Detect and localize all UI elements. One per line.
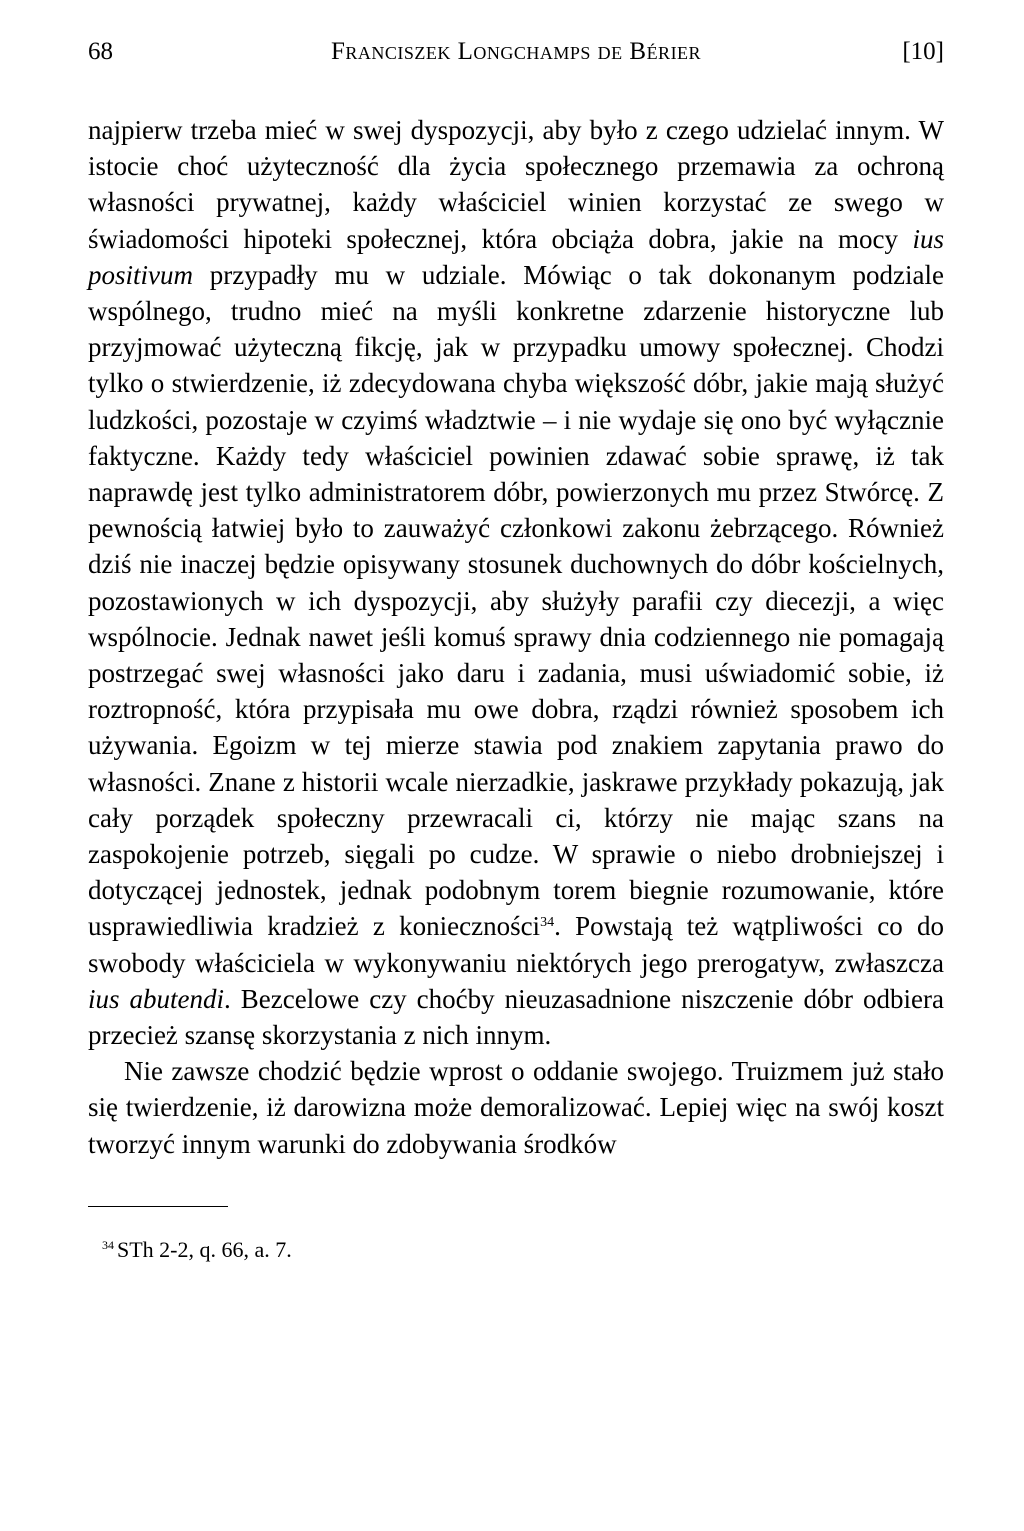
footnote-text: STh 2-2, q. 66, a. 7. xyxy=(117,1236,292,1262)
page-number: 68 xyxy=(88,38,113,65)
running-head xyxy=(88,34,944,70)
footnote-reference[interactable]: 34 xyxy=(540,915,555,931)
body-text xyxy=(88,112,944,1162)
paragraph-1-text-a: najpierw trzeba mieć w swej dyspozycji, aby było z czego udzielać innym. W istocie choć użyteczność dla życia społecznego przemawia za ochroną własności prywatnej, każdy właściciel winien korzystać ze swego w świadomości hipoteki społecznej, która obciąża dobra, jakie na mocy xyxy=(88,115,944,254)
page xyxy=(88,34,944,1265)
footnote xyxy=(88,1235,944,1265)
footnote-marker: 34 xyxy=(102,1237,114,1252)
section-reference: [10] xyxy=(902,38,944,65)
paragraph-2: Nie zawsze chodzić będzie wprost o oddanie swojego. Truizmem już stało się twierdzenie, iż darowizna może demoralizować. Lepiej więc na swój koszt tworzyć innym warunki do zdobywania środków xyxy=(88,1056,944,1159)
paragraph-1-text-d: . Bezcelowe czy choćby nieuzasadnione niszczenie dóbr odbiera przecież szansę skorzystania z nich innym. xyxy=(88,983,944,1051)
italic-ius-abutendi: ius abutendi xyxy=(88,983,225,1014)
paragraph-1-text-c: . Powstają też wątpliwości co do swobody właściciela w wykonywaniu niektórych jego prerogatyw, zwłaszcza xyxy=(88,911,944,978)
italic-ius-positivum: ius positivum xyxy=(88,223,944,290)
paragraph-1 xyxy=(88,112,944,1053)
footnote-divider xyxy=(88,1206,228,1207)
paragraph-1-text-b: przypadły mu w udziale. Mówiąc o tak dokonanym podziale wspólnego, trudno mieć na myśli konkretne zdarzenie historyczne lub przyjmować użyteczną fikcję, jak w przypadku umowy społecznej. Chodzi tylko o stwierdzenie, iż zdecydowana chyba większość dóbr, jakie mają służyć ludzkości, pozostaje w czyimś władztwie – i nie wydaje się ono być wyłącznie faktyczne. Każdy tedy właściciel powinien zdawać sobie sprawę, iż tak naprawdę jest tylko administratorem dóbr, powierzonych mu przez Stwórcę. Z pewnością łatwiej było to zauważyć członkowi zakonu żebrzącego. Również dziś nie inaczej będzie opisywany stosunek duchownych do dóbr kościelnych, pozostawionych w ich dyspozycji, aby służyły parafii czy diecezji, a więc wspólnocie. Jednak nawet jeśli komuś sprawy dnia codziennego nie pomagają postrzegać swej własności jako daru i zadania, musi uświadomić sobie, iż roztropność, która przypisała mu owe dobra, rządzi również sposobem ich używania. Egoizm w tej mierze stawia pod znakiem zapytania prawo do własności. Znane z historii wcale nierzadkie, jaskrawe przykłady pokazują, jak cały porządek społeczny przewracali ci, którzy nie mając szans na zaspokojenie potrzeb, sięgali po cudze. W sprawie o niebo drobniejszej i dotyczącej jednostek, jednak podobnym torem biegnie rozumowanie, które usprawiedliwia kradzież z konieczności xyxy=(88,259,944,942)
running-title: Franciszek Longchamps de Bérier xyxy=(330,38,702,65)
